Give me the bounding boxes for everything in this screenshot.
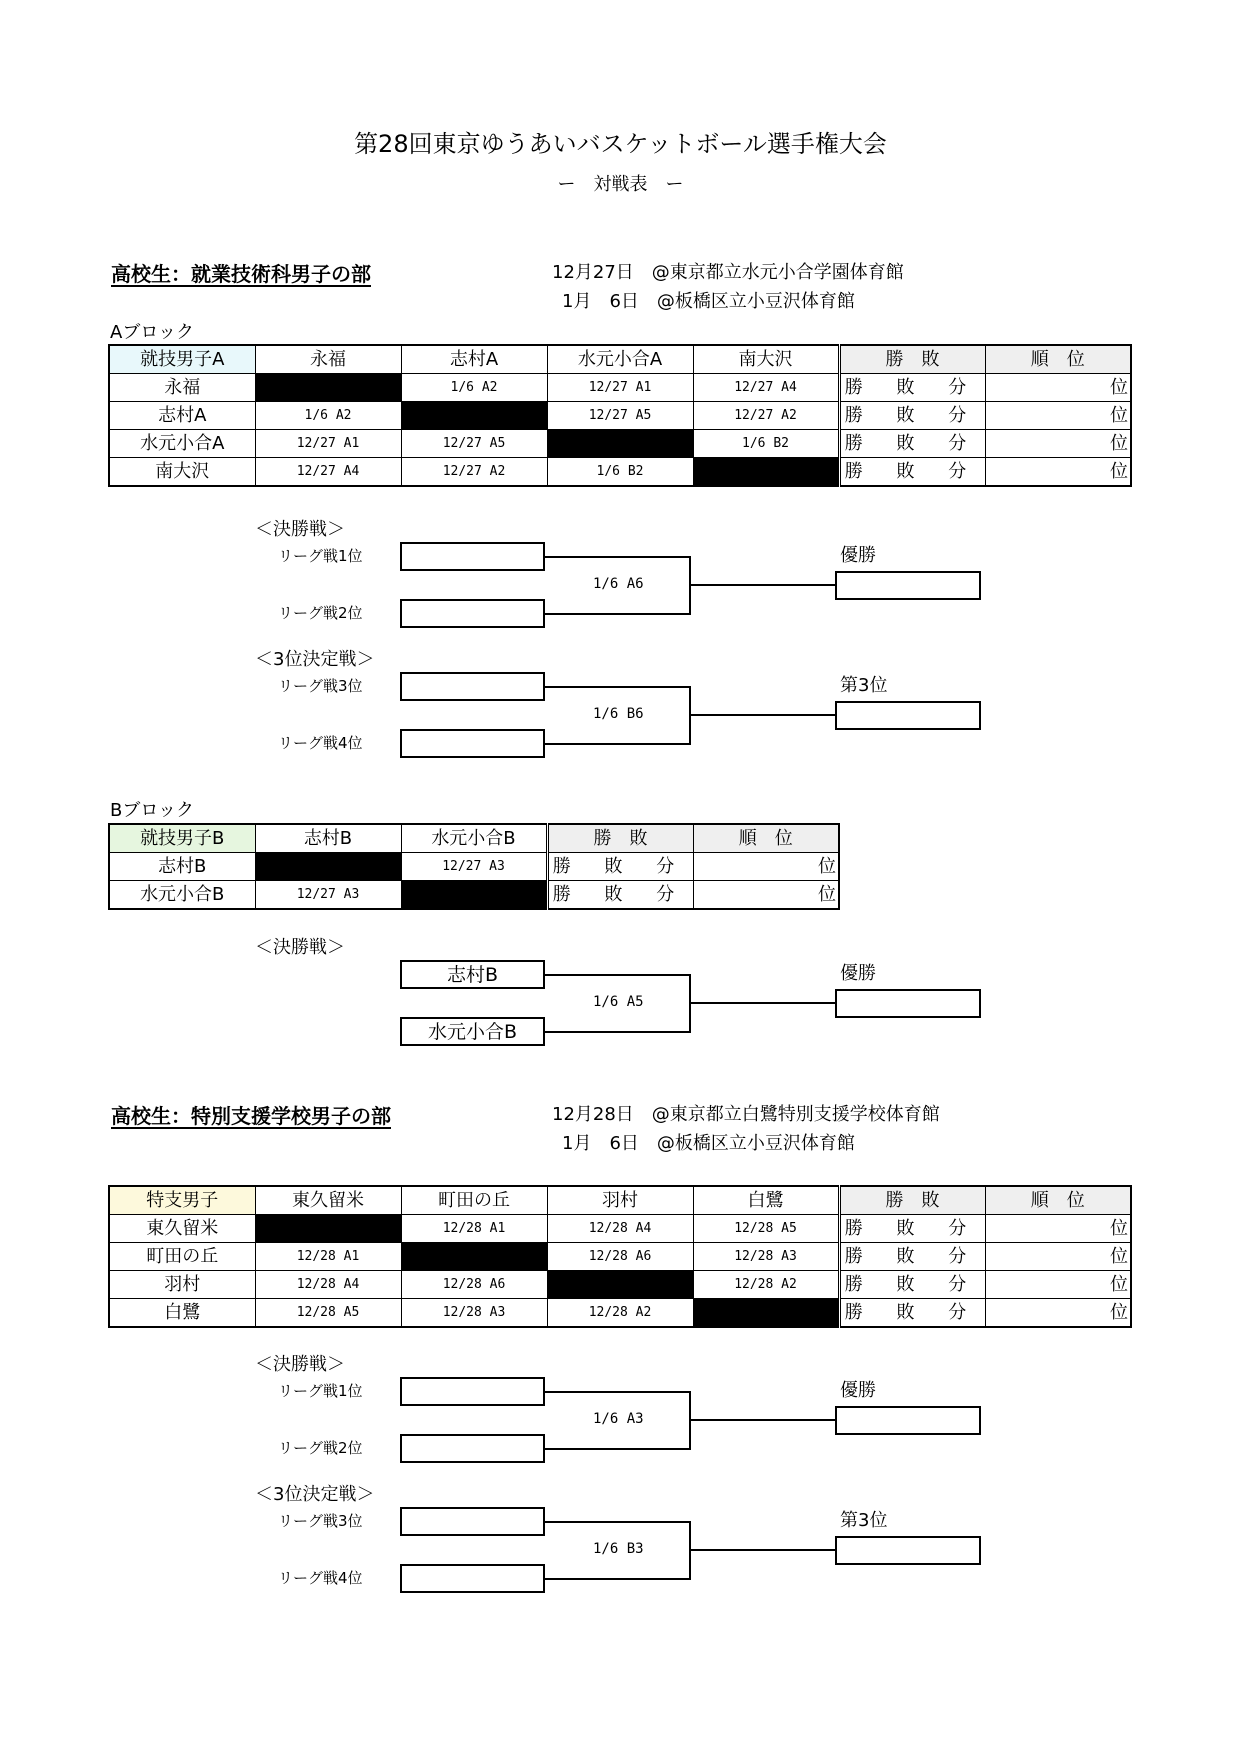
entry-box-top <box>400 542 545 571</box>
match-code: 1/6 B3 <box>593 1541 644 1557</box>
column-team-name: 水元小合A <box>547 345 693 374</box>
row-team-name: 水元小合A <box>109 430 255 458</box>
match-cell: 12/27 A3 <box>255 881 401 910</box>
blocked-cell <box>693 458 839 487</box>
result-label: 第3位 <box>840 1510 888 1531</box>
blocked-cell <box>255 374 401 402</box>
row-team-name: 水元小合B <box>109 881 255 910</box>
seed-label-bottom: リーグ戦2位 <box>278 1439 363 1457</box>
match-code: 1/6 A3 <box>593 1411 644 1427</box>
column-win-loss: 勝 敗 <box>547 824 693 853</box>
blocked-cell <box>547 1271 693 1299</box>
table-header-row <box>109 824 839 853</box>
entry-team-bottom: 水元小合B <box>427 1021 518 1043</box>
win-loss-cell: 勝 敗 分 <box>839 1243 985 1271</box>
bracket-line <box>690 1002 835 1004</box>
match-cell: 12/27 A5 <box>401 430 547 458</box>
column-team-name: 羽村 <box>547 1186 693 1215</box>
column-team-name: 東久留米 <box>255 1186 401 1215</box>
match-cell: 12/28 A3 <box>693 1243 839 1271</box>
entry-box-bottom <box>400 729 545 758</box>
column-team-name: 水元小合B <box>401 824 547 853</box>
match-cell: 12/27 A4 <box>693 374 839 402</box>
match-cell: 12/28 A2 <box>693 1271 839 1299</box>
result-label: 優勝 <box>840 1380 876 1401</box>
match-code: 1/6 B6 <box>593 706 644 722</box>
row-team-name: 永福 <box>109 374 255 402</box>
table-row <box>109 430 1131 458</box>
bracket-line <box>545 1578 690 1580</box>
table-row <box>109 853 839 881</box>
table-row <box>109 881 839 910</box>
row-team-name: 志村A <box>109 402 255 430</box>
entry-box-top <box>400 960 545 989</box>
bracket-line <box>545 1031 690 1033</box>
section-heading-vocational: 高校生：就業技術科男子の部 <box>111 262 371 286</box>
blocked-cell <box>255 853 401 881</box>
match-cell: 12/27 A3 <box>401 853 547 881</box>
column-team-name: 志村A <box>401 345 547 374</box>
block-b-label: Bブロック <box>110 800 194 821</box>
table-row <box>109 1271 1131 1299</box>
win-loss-cell: 勝 敗 分 <box>839 1215 985 1243</box>
row-team-name: 南大沢 <box>109 458 255 487</box>
table-header-row <box>109 345 1131 374</box>
table-row <box>109 402 1131 430</box>
rank-cell: 位 <box>985 1299 1131 1328</box>
win-loss-cell: 勝 敗 分 <box>839 1271 985 1299</box>
bracket-line <box>545 1391 690 1393</box>
bracket-line <box>545 613 690 615</box>
column-team-name: 白鷺 <box>693 1186 839 1215</box>
column-team-name: 南大沢 <box>693 345 839 374</box>
match-cell: 12/27 A2 <box>693 402 839 430</box>
bracket-title: ＜決勝戦＞ <box>255 519 345 540</box>
result-box <box>835 1536 981 1565</box>
bracket-line <box>545 1521 690 1523</box>
seed-label-bottom: リーグ戦4位 <box>278 1569 363 1587</box>
rank-cell: 位 <box>985 1271 1131 1299</box>
entry-box-top <box>400 1377 545 1406</box>
win-loss-cell: 勝 敗 分 <box>839 402 985 430</box>
match-cell: 12/28 A1 <box>401 1215 547 1243</box>
rank-cell: 位 <box>985 402 1131 430</box>
result-box <box>835 571 981 600</box>
seed-label-bottom: リーグ戦2位 <box>278 604 363 622</box>
bracket-line <box>545 743 690 745</box>
schedule-line-2: 1月 6日 @板橋区立小豆沢体育館 <box>562 291 855 312</box>
match-cell: 12/28 A5 <box>255 1299 401 1328</box>
row-team-name: 東久留米 <box>109 1215 255 1243</box>
entry-box-bottom <box>400 599 545 628</box>
match-cell: 12/28 A5 <box>693 1215 839 1243</box>
match-cell: 1/6 A2 <box>401 374 547 402</box>
rank-cell: 位 <box>985 1243 1131 1271</box>
row-team-name: 町田の丘 <box>109 1243 255 1271</box>
bracket-line <box>545 974 690 976</box>
table-corner-label: 就技男子A <box>109 345 255 374</box>
win-loss-cell: 勝 敗 分 <box>839 430 985 458</box>
row-team-name: 白鷺 <box>109 1299 255 1328</box>
seed-label-top: リーグ戦1位 <box>278 547 363 565</box>
match-cell: 12/27 A4 <box>255 458 401 487</box>
result-label: 優勝 <box>840 545 876 566</box>
match-cell: 12/27 A2 <box>401 458 547 487</box>
blocked-cell <box>401 1243 547 1271</box>
blocked-cell <box>547 430 693 458</box>
column-win-loss: 勝 敗 <box>839 345 985 374</box>
table-row <box>109 1299 1131 1328</box>
match-code: 1/6 A6 <box>593 576 644 592</box>
league-table-a <box>108 344 1132 487</box>
bracket-line <box>690 1419 835 1421</box>
match-cell: 12/28 A3 <box>401 1299 547 1328</box>
rank-cell: 位 <box>693 853 839 881</box>
win-loss-cell: 勝 敗 分 <box>839 374 985 402</box>
bracket-line <box>545 1448 690 1450</box>
column-rank: 順 位 <box>985 1186 1131 1215</box>
column-rank: 順 位 <box>693 824 839 853</box>
rank-cell: 位 <box>693 881 839 910</box>
entry-box-bottom <box>400 1434 545 1463</box>
match-cell: 12/28 A4 <box>547 1215 693 1243</box>
entry-team-top: 志村B <box>446 964 499 986</box>
page-title: 第28回東京ゆうあいバスケットボール選手権大会 <box>354 130 887 158</box>
league-table-b <box>108 823 840 910</box>
match-cell: 12/27 A5 <box>547 402 693 430</box>
bracket-line <box>690 1549 835 1551</box>
column-team-name: 志村B <box>255 824 401 853</box>
win-loss-cell: 勝 敗 分 <box>547 853 693 881</box>
entry-box-top <box>400 1507 545 1536</box>
match-cell: 1/6 A2 <box>255 402 401 430</box>
rank-cell: 位 <box>985 430 1131 458</box>
table-corner-label: 特支男子 <box>109 1186 255 1215</box>
match-cell: 12/28 A4 <box>255 1271 401 1299</box>
section-heading-special: 高校生：特別支援学校男子の部 <box>111 1104 391 1128</box>
match-cell: 12/28 A6 <box>547 1243 693 1271</box>
bracket-line <box>545 556 690 558</box>
row-team-name: 羽村 <box>109 1271 255 1299</box>
schedule-line-3: 12月28日 @東京都立白鷺特別支援学校体育館 <box>552 1104 940 1125</box>
seed-label-top: リーグ戦3位 <box>278 1512 363 1530</box>
rank-cell: 位 <box>985 458 1131 487</box>
bracket-line <box>545 686 690 688</box>
table-row <box>109 1215 1131 1243</box>
table-row <box>109 1243 1131 1271</box>
seed-label-top: リーグ戦3位 <box>278 677 363 695</box>
win-loss-cell: 勝 敗 分 <box>547 881 693 910</box>
result-label: 第3位 <box>840 675 888 696</box>
entry-box-bottom <box>400 1017 545 1046</box>
match-code: 1/6 A5 <box>593 994 644 1010</box>
entry-box-bottom <box>400 1564 545 1593</box>
entry-box-top <box>400 672 545 701</box>
match-cell: 1/6 B2 <box>547 458 693 487</box>
league-table-special <box>108 1185 1132 1328</box>
blocked-cell <box>693 1299 839 1328</box>
column-rank: 順 位 <box>985 345 1131 374</box>
column-team-name: 永福 <box>255 345 401 374</box>
result-label: 優勝 <box>840 963 876 984</box>
block-a-label: Aブロック <box>110 322 194 343</box>
rank-cell: 位 <box>985 374 1131 402</box>
match-cell: 12/28 A1 <box>255 1243 401 1271</box>
page-subtitle: ー 対戦表 ー <box>557 174 684 195</box>
bracket-line <box>690 714 835 716</box>
schedule-line-1: 12月27日 @東京都立水元小合学園体育館 <box>552 262 904 283</box>
row-team-name: 志村B <box>109 853 255 881</box>
schedule-line-4: 1月 6日 @板橋区立小豆沢体育館 <box>562 1133 855 1154</box>
column-win-loss: 勝 敗 <box>839 1186 985 1215</box>
table-row <box>109 374 1131 402</box>
bracket-title: ＜3位決定戦＞ <box>255 1484 375 1505</box>
blocked-cell <box>401 402 547 430</box>
rank-cell: 位 <box>985 1215 1131 1243</box>
match-cell: 12/27 A1 <box>547 374 693 402</box>
result-box <box>835 989 981 1018</box>
bracket-title: ＜決勝戦＞ <box>255 937 345 958</box>
win-loss-cell: 勝 敗 分 <box>839 1299 985 1328</box>
bracket-title: ＜決勝戦＞ <box>255 1354 345 1375</box>
result-box <box>835 1406 981 1435</box>
match-cell: 12/28 A6 <box>401 1271 547 1299</box>
win-loss-cell: 勝 敗 分 <box>839 458 985 487</box>
result-box <box>835 701 981 730</box>
table-row <box>109 458 1131 487</box>
blocked-cell <box>255 1215 401 1243</box>
match-cell: 1/6 B2 <box>693 430 839 458</box>
column-team-name: 町田の丘 <box>401 1186 547 1215</box>
seed-label-bottom: リーグ戦4位 <box>278 734 363 752</box>
match-cell: 12/28 A2 <box>547 1299 693 1328</box>
seed-label-top: リーグ戦1位 <box>278 1382 363 1400</box>
blocked-cell <box>401 881 547 910</box>
table-header-row <box>109 1186 1131 1215</box>
bracket-title: ＜3位決定戦＞ <box>255 649 375 670</box>
bracket-line <box>690 584 835 586</box>
match-cell: 12/27 A1 <box>255 430 401 458</box>
table-corner-label: 就技男子B <box>109 824 255 853</box>
